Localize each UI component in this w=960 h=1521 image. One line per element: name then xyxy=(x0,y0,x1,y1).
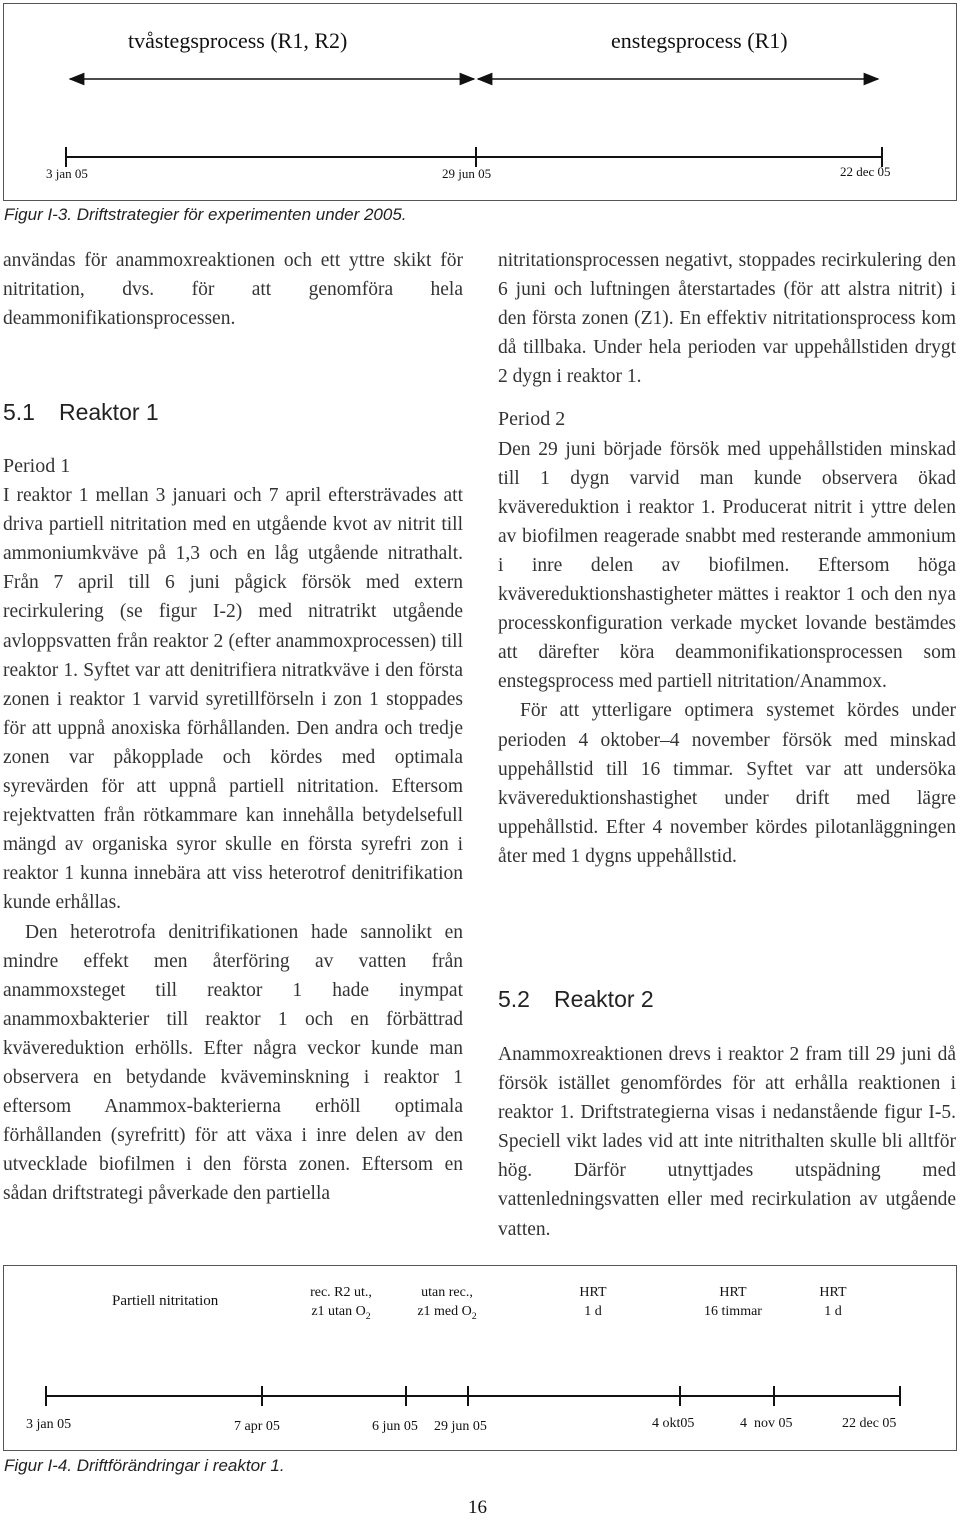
reaktor-2-paragraph: Anammoxreaktionen drevs i reaktor 2 fram till 29 juni då försök istället genomfördes för att erhålla reaktionen i reaktor 1. Driftstrategierna visas i nedanstående figur I-5. Speciell vikt lades vid att inte nitrithalten skulle bli alltför hög. Därför utnyttjades utspädning med vattenledningsvatten eller med recirkulation av utgående vatten. xyxy=(498,1044,956,1240)
period-2-heading: Period 2 xyxy=(498,408,566,431)
left-column-intro xyxy=(3,246,463,333)
period-2-paragraph: Den 29 juni började försök med uppehållstiden minskad till 1 dygn varvid man kunde observera ökad kvävereduktion i reaktor 1. Producerat nitrit i yttre delen av biofilmen reagerade snabbt med resterande ammonium i inre delen av biofilmen. Eftersom höga kvävereduktionshastigheter mättes i reaktor 1 och den nya processkonfiguration verkade mycket lovande bestämdes att därefter köra deammonifikationsprocessen som enstegsprocess med partiell nitritation/Anammox. xyxy=(498,438,956,693)
label-hrt-16h-line2: 16 timmar xyxy=(704,1304,762,1319)
period-1-paragraph: I reaktor 1 mellan 3 januari och 7 april eftersträvades att driva partiell nitritation med en utgående kvot av nitrit till ammoniumkväve på 1,3 och en låg utgående nitrathalt. Från 7 april till 6 juni pågick försök med extern recirkulering (se figur I-2) med nitratrikt utgående avloppsvatten från reaktor 2 (efter anammoxprocessen) till reaktor 1. Syftet var att denitrifiera nitratkväve i den första zonen i reaktor 1 varvid syretillförseln i zon 1 stoppades för att uppnå anoxiska förhållanden. Den andra och tredje zonen var påkopplade och kördes med optimala syrevärden för att uppnå partiell nitritation. Eftersom rejektvatten från rötkammare kan innehålla betydelsefull mängd av organiska syror skulle en första syrefri zon i reaktor 1 kunna innebära att viss heterotrof denitrifikation kunde erhållas. xyxy=(3,485,463,914)
section-number-2: 5.2 xyxy=(498,986,530,1012)
label-hrt-1d-a-line1: HRT xyxy=(579,1285,607,1300)
label-hrt-1d-b xyxy=(801,1283,865,1321)
nitritation-paragraph: nitritationsprocessen negativt, stoppades recirkulering den 6 juni och luftningen återstartades (för att alstra nitrit) i den första zonen (Z1). En effektiv nitritationsprocess kom då tillbaka. Under hela perioden var uppehållstiden drygt 2 dygn i reaktor 1. xyxy=(498,250,956,388)
label-hrt-1d-b-line2: 1 d xyxy=(824,1304,842,1319)
label-rec-r2-line1: rec. R2 ut., xyxy=(310,1285,372,1300)
figure-strategies-caption: Figur I-3. Driftstrategier för experimenten under 2005. xyxy=(4,205,407,224)
label-two-step: tvåstegsprocess (R1, R2) xyxy=(128,28,348,53)
figure-strategies xyxy=(3,3,957,201)
period-1-heading: Period 1 xyxy=(3,455,71,477)
label-hrt-16h xyxy=(688,1283,778,1321)
date-4-nov: 4 nov 05 xyxy=(740,1416,793,1431)
label-rec-r2 xyxy=(296,1283,386,1326)
label-hrt-1d-a xyxy=(561,1283,625,1321)
period-1-paragraph-2: Den heterotrofa denitrifikationen hade sannolikt en mindre effekt men återföring av vatten från anammoxsteget till reaktor 1 hade inympat anammoxbakterier till reaktor 1 och en förbättrad kvävereduktion erhölls. Efter några veckor kunde man observera en betydande kväveminskning i reaktor 1 eftersom Anammox-bakterierna erhöll optimala förhållanden (syrefritt) för att växa i inre delen av den utvecklade biofilmen i den första zonen. Eftersom en sådan driftstrategi påverkade den partiella xyxy=(3,921,463,1205)
figure-changes-caption: Figur I-4. Driftförändringar i reaktor 1. xyxy=(4,1456,285,1475)
label-utan-rec xyxy=(402,1283,492,1326)
section-title-2: Reaktor 2 xyxy=(553,986,654,1012)
date-29-jun: 29 jun 05 xyxy=(434,1419,487,1434)
label-hrt-1d-a-line2: 1 d xyxy=(584,1304,602,1319)
date-6-jun: 6 jun 05 xyxy=(372,1419,418,1434)
date-22-dec: 22 dec 05 xyxy=(842,1416,897,1431)
right-column-top xyxy=(498,246,956,871)
date-7-apr: 7 apr 05 xyxy=(234,1419,280,1434)
label-rec-r2-line2: z1 utan O xyxy=(311,1304,366,1319)
label-rec-r2-sub: 2 xyxy=(365,1310,371,1322)
label-utan-rec-sub: 2 xyxy=(471,1310,477,1322)
date-end: 22 dec 05 xyxy=(840,164,891,179)
label-one-step: enstegsprocess (R1) xyxy=(611,28,788,53)
date-mid: 29 jun 05 xyxy=(442,166,492,181)
label-hrt-16h-line1: HRT xyxy=(719,1285,747,1300)
label-utan-rec-line1: utan rec., xyxy=(421,1285,473,1300)
intro-paragraph: användas för anammoxreaktionen och ett yttre skikt för nitritation, dvs. för att genomföra hela deammonifikationsprocessen. xyxy=(3,250,463,330)
left-column-body xyxy=(3,452,463,1208)
date-4-okt: 4 okt05 xyxy=(652,1416,695,1431)
section-heading-reaktor-2 xyxy=(498,986,654,1013)
section-heading-reaktor-1 xyxy=(3,399,159,426)
section-number: 5.1 xyxy=(3,399,35,425)
label-partial-nitritation: Partiell nitritation xyxy=(112,1293,219,1309)
label-utan-rec-line2: z1 med O xyxy=(417,1304,472,1319)
date-3-jan: 3 jan 05 xyxy=(26,1417,72,1432)
right-column-bottom xyxy=(498,1040,956,1244)
section-title: Reaktor 1 xyxy=(58,399,159,425)
figure-changes xyxy=(3,1265,957,1451)
date-start: 3 jan 05 xyxy=(46,166,88,181)
label-hrt-1d-b-line1: HRT xyxy=(819,1285,847,1300)
period-2-paragraph-2: För att ytterligare optimera systemet kördes under perioden 4 oktober–4 november försök med minskad uppehållstid till 16 timmar. Syftet var att undersöka kvävereduktionshastighet under drift med lägre uppehållstid. Efter 4 november kördes pilotanläggningen åter med 1 dygns uppehållstid. xyxy=(498,700,956,867)
page-number: 16 xyxy=(468,1497,487,1518)
